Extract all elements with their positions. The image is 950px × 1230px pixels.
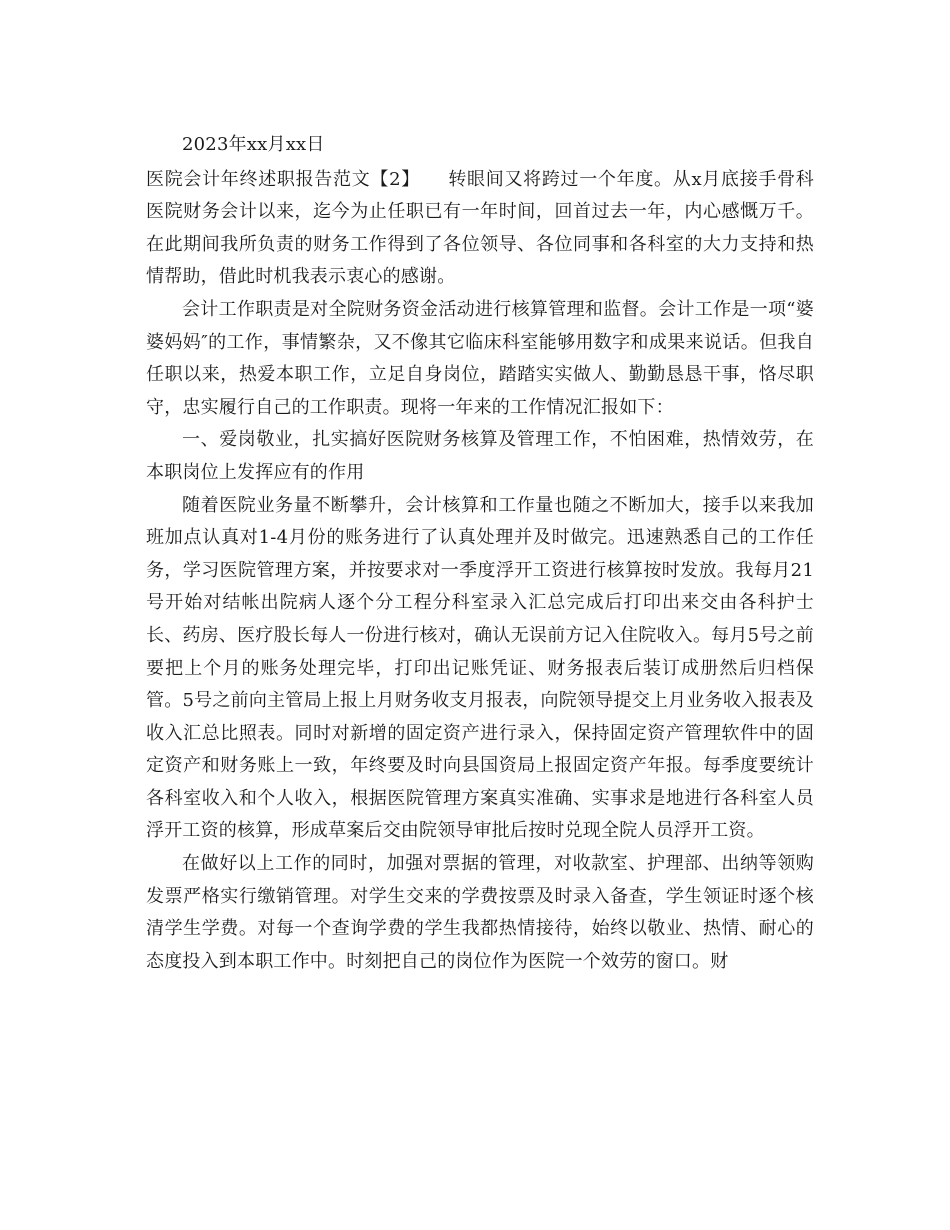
document-body [146,129,814,978]
paragraph-receipt-management: 在做好以上工作的同时，加强对票据的管理，对收款室、护理部、出纳等领购发票严格实行缴销管理。对学生交来的学费按票及时录入备查，学生领证时逐个核清学生学费。对每一个查询学费的学生我都热情接待，始终以敬业、热情、耐心的态度投入到本职工作中。时刻把自己的岗位作为医院一个效劳的窗口。财 [146,853,814,972]
date-line: 2023年xx月xx日 [182,134,325,155]
section-heading-1: 一、爱岗敬业，扎实搞好医院财务核算及管理工作，不怕困难，热情效劳，在本职岗位上发挥应有的作用 [146,429,814,483]
paragraph-intro: 医院会计年终述职报告范文【2】 转眼间又将跨过一个年度。从x月底接手骨科医院财务会计以来，迄今为止任职已有一年时间，回首过去一年，内心感慨万千。在此期间我所负责的财务工作得到了各位领导、各位同事和各科室的大力支持和热情帮助，借此时机我表示衷心的感谢。 [146,168,814,288]
paragraph-accounting-work: 随着医院业务量不断攀升，会计核算和工作量也随之不断加大，接手以来我加班加点认真对1-4月份的账务进行了认真处理并及时做完。迅速熟悉自己的工作任务，学习医院管理方案，并按要求对一季度浮开工资进行核算按时发放。我每月21号开始对结帐出院病人逐个分工程分科室录入汇总完成后打印出来交由各科护士长、药房、医疗股长每人一份进行核对，确认无误前方记入住院收入。每月5号之前要把上个月的账务处理完毕，打印出记账凭证、财务报表后装订成册然后归档保管。5号之前向主管局上报上月财务收支月报表，向院领导提交上月业务收入报表及收入汇总比照表。同时对新增的固定资产进行录入，保持固定资产管理软件中的固定资产和财务账上一致，年终要及时向县国资局上报固定资产年报。每季度要统计各科室收入和个人收入，根据医院管理方案真实准确、实事求是地进行各科室人员浮开工资的核算，形成草案后交由院领导审批后按时兑现全院人员浮开工资。 [146,494,814,842]
paragraph-duties: 会计工作职责是对全院财务资金活动进行核算管理和监督。会计工作是一项“婆婆妈妈″的工作，事情繁杂，又不像其它临床科室能够用数字和成果来说话。但我自任职以来，热爱本职工作，立足自身岗位，踏踏实实做人、勤勤恳恳干事，恪尽职守，忠实履行自己的工作职责。现将一年来的工作情况汇报如下： [146,298,814,418]
